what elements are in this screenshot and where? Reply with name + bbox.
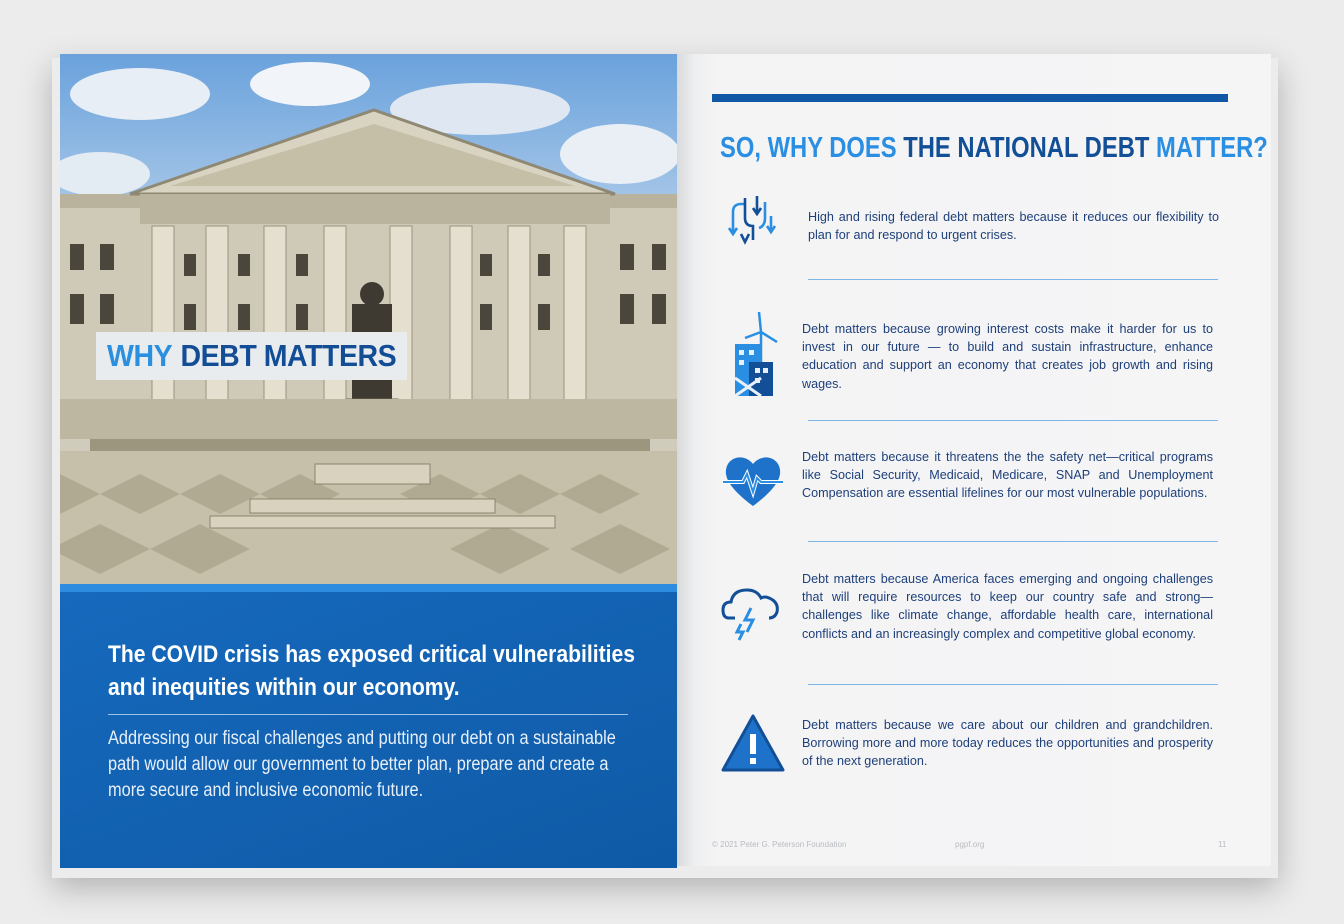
heading-part-3: MATTER? [1156, 132, 1268, 164]
page-title-label [96, 332, 407, 380]
heading-part-2: THE NATIONAL DEBT [903, 132, 1150, 164]
item-divider [808, 279, 1218, 280]
item-text: Debt matters because growing interest costs make it harder for us to invest in our future — to build and sustain infrastructure, enhance education and support an economy that creates job growth and rising wages. [802, 322, 1213, 391]
lead-statement: The COVID crisis has exposed critical vulnerabilities and inequities within our economy. [108, 641, 636, 701]
storm-cloud-icon [721, 578, 785, 642]
title-part-why: WHY [107, 338, 173, 373]
footer-page-number: 11 [1218, 840, 1227, 849]
right-page [677, 54, 1271, 866]
item-text: Debt matters because America faces emerging and ongoing challenges that will require resources to keep our country safe and strong—challenges like climate change, affordable health care, international conflicts and an increasingly complex and competitive global economy. [802, 572, 1213, 641]
top-accent-bar [712, 94, 1228, 102]
infrastructure-wind-turbine-icon [721, 306, 785, 398]
item-text: Debt matters because we care about our children and grandchildren. Borrowing more and more today reduces the opportunities and prosperity of the next generation. [802, 718, 1213, 769]
item-divider [808, 420, 1218, 421]
item-divider [808, 684, 1218, 685]
left-page [60, 54, 677, 868]
item-divider [808, 541, 1218, 542]
lead-divider [108, 714, 628, 715]
footer-copyright: © 2021 Peter G. Peterson Foundation [712, 840, 847, 849]
item-text: Debt matters because it threatens the the safety net—critical programs like Social Security, Medicaid, Medicare, SNAP and Unemployment Compensation are essential lifelines for our most vulnerable populations. [802, 450, 1213, 501]
treasury-building-photo [60, 54, 677, 584]
section-heading [720, 132, 1268, 165]
supporting-paragraph: Addressing our fiscal challenges and putting our debt on a sustainable path would allow our government to better plan, prepare and create a more secure and inclusive economic future. [108, 728, 616, 801]
heart-pulse-icon [721, 448, 785, 512]
accent-stripe [60, 584, 677, 592]
warning-triangle-icon [721, 712, 785, 776]
footer-url: pgpf.org [955, 840, 985, 849]
title-part-debt-matters: DEBT MATTERS [180, 338, 397, 373]
heading-part-1: SO, WHY DOES [720, 132, 897, 164]
flexibility-arrows-icon [721, 190, 785, 254]
item-text: High and rising federal debt matters because it reduces our flexibility to plan for and respond to urgent crises. [808, 210, 1219, 243]
